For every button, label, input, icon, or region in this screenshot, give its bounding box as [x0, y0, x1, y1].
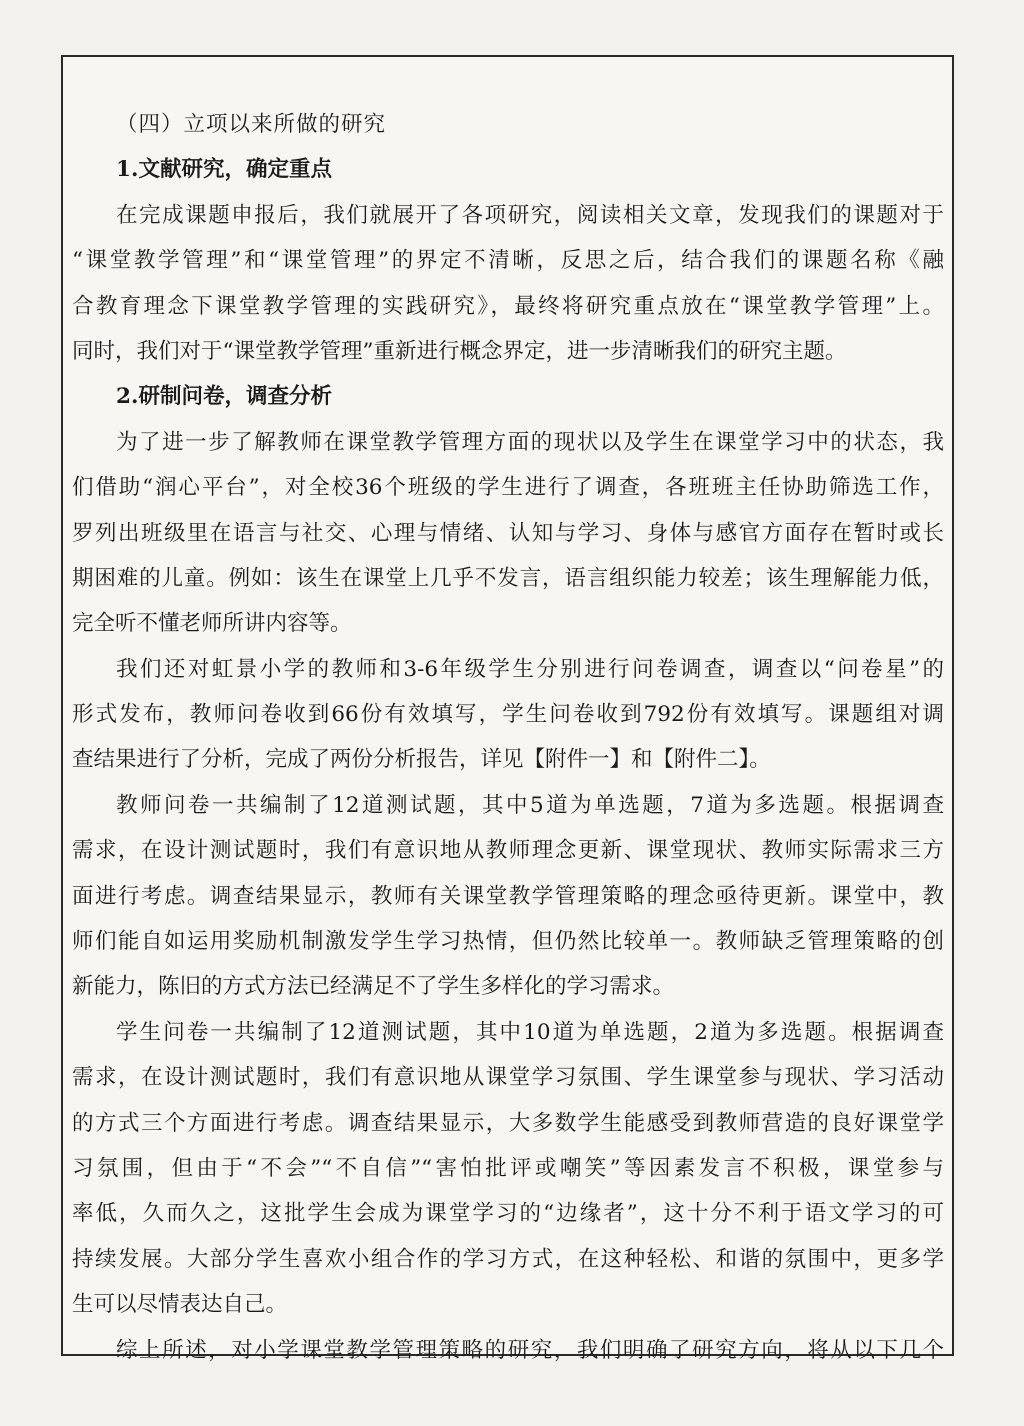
paragraph-survey-intro — [72, 420, 944, 647]
paragraph-line: 合教育理念下课堂教学管理的实践研究》，最终将研究重点放在“课堂教学管理”上。 — [72, 293, 944, 319]
paragraph-line: 期困难的儿童。例如：该生在课堂上几乎不发言，语言组织能力较差；该生理解能力低， — [72, 565, 944, 591]
paragraph-line: 为了进一步了解教师在课堂教学管理方面的现状以及学生在课堂学习中的状态，我 — [116, 429, 944, 455]
paragraph-line: 师们能自如运用奖励机制激发学生学习热情，但仍然比较单一。教师缺乏管理策略的创 — [72, 929, 944, 955]
paragraph-line: 面进行考虑。调查结果显示，教师有关课堂教学管理策略的理念亟待更新。课堂中，教 — [72, 883, 944, 909]
paragraph-line: 新能力，陈旧的方式方法已经满足不了学生多样化的学习需求。 — [72, 974, 675, 1000]
paragraph-line: 率低，久而久之，这批学生会成为课堂学习的“边缘者”，这十分不利于语文学习的可 — [72, 1201, 944, 1227]
paragraph-line: 我们还对虹景小学的教师和3-6年级学生分别进行问卷调查，调查以“问卷星”的 — [116, 656, 944, 682]
document-body — [72, 102, 944, 1373]
paragraph-line: 需求，在设计测试题时，我们有意识地从教师理念更新、课堂现状、教师实际需求三方 — [72, 838, 944, 864]
subheading-literature-research: 1.文献研究，确定重点 — [116, 157, 332, 183]
paragraph-line: 形式发布，教师问卷收到66份有效填写，学生问卷收到792份有效填写。课题组对调 — [72, 702, 944, 728]
paragraph-line: 查结果进行了分析，完成了两份分析报告，详见【附件一】和【附件二】。 — [72, 747, 771, 773]
paragraph-line: 完全听不懂老师所讲内容等。 — [72, 611, 352, 637]
paragraph-line: 综上所述，对小学课堂教学管理策略的研究，我们明确了研究方向，将从以下几个 — [116, 1337, 944, 1363]
paragraph-line: 在完成课题申报后，我们就展开了各项研究，阅读相关文章，发现我们的课题对于 — [116, 202, 944, 228]
paragraph-line: “课堂教学管理”和“课堂管理”的界定不清晰，反思之后，结合我们的课题名称《融 — [72, 248, 944, 274]
paragraph-line: 教师问卷一共编制了12道测试题，其中5道为单选题，7道为多选题。根据调查 — [116, 792, 944, 818]
paragraph-conclusion — [72, 1328, 944, 1373]
paragraph-teacher-questionnaire — [72, 783, 944, 1010]
paragraph-line: 需求，在设计测试题时，我们有意识地从课堂学习氛围、学生课堂参与现状、学习活动 — [72, 1065, 944, 1091]
paragraph-line: 习氛围，但由于“不会”“不自信”“害怕批评或嘲笑”等因素发言不积极，课堂参与 — [72, 1155, 944, 1181]
paragraph-literature-research — [72, 193, 944, 375]
paragraph-line: 罗列出班级里在语言与社交、心理与情绪、认知与学习、身体与感官方面存在暂时或长 — [72, 520, 944, 546]
paragraph-line: 的方式三个方面进行考虑。调查结果显示，大多数学生能感受到教师营造的良好课堂学 — [72, 1110, 944, 1136]
paragraph-questionnaire-release — [72, 647, 944, 783]
paragraph-student-questionnaire — [72, 1010, 944, 1328]
paragraph-line: 同时，我们对于“课堂教学管理”重新进行概念界定，进一步清晰我们的研究主题。 — [72, 338, 847, 364]
subheading-questionnaire: 2.研制问卷，调查分析 — [116, 384, 332, 410]
paragraph-line: 们借助“润心平台”，对全校36个班级的学生进行了调查，各班班主任协助筛选工作， — [72, 475, 944, 501]
paragraph-line: 持续发展。大部分学生喜欢小组合作的学习方式，在这种轻松、和谐的氛围中，更多学 — [72, 1246, 944, 1272]
paragraph-line: 学生问卷一共编制了12道测试题，其中10道为单选题，2道为多选题。根据调查 — [116, 1019, 944, 1045]
paragraph-line: 生可以尽情表达自己。 — [72, 1292, 288, 1318]
section-heading: （四）立项以来所做的研究 — [116, 112, 387, 137]
